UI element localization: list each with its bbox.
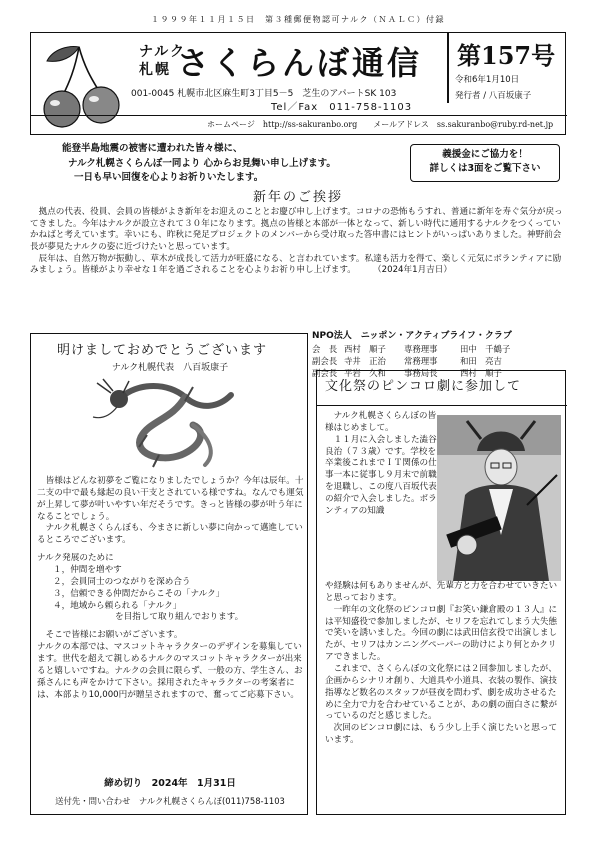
goal-closing: を目指して取り組んでおります。 [115,612,244,623]
officer-name: 和田 亮吉 [460,356,502,366]
greeting-paragraph: 辰年は、自然万物が振動し、草木が成長して活力が旺盛になる、と言われています。私達も活力を得て、楽しく元気にボランティアに励みましょう。皆様がより幸せな１年を過ごされることを心よりお祈り申し上げます。 （2024年1月吉日） [30,253,562,276]
development-goals [37,565,305,612]
officer-name: 田中 千鶴子 [460,344,511,355]
new-year-article [30,333,308,815]
issue-number: 第157号 [457,41,556,70]
header-rule [31,115,567,116]
officer-name: 西村 順子 [460,367,502,378]
goal-item: ３，信頼できる仲間だからこその「ナルク」 [53,588,225,599]
issue-date: 令和6年1月10日 [455,75,520,85]
donation-box [410,144,560,182]
article-paragraph: １１月に入会しました澁谷良治（７３歳）です。学校を卒業後これまでＩＴ関係の仕事一本に従事し９月末で前職を退職し、この度八百坂代表の紹介で入会しました。ボランティアの知識 [325,434,437,516]
festival-article [316,367,566,815]
article-body [37,476,305,701]
article-body-top [325,411,437,518]
officer-role: 専務理事 [404,344,438,355]
tel-fax: Tel／Fax 011-758-1103 [271,102,413,113]
goal-item: ４，地域から頼られる「ナルク」 [53,600,182,611]
article-body-bottom [325,581,561,747]
contact-info: 送付先・問い合わせ ナルク札幌さくらんぼ(011)758-1103 [55,796,285,806]
brand-sapporo: 札幌 [139,62,171,78]
article-title: 文化祭のピンコロ劇に参加して [325,379,522,394]
brand-naruku: ナルク [139,44,187,60]
article-paragraph: 次回のピンコロ劇には、もう少し上手く演じたいと思っています。 [325,723,558,746]
npo-title: NPO法人 ニッポン・アクティブライフ・クラブ [312,331,512,341]
officer-name: 平岩 久和 [344,367,386,378]
newsletter-title: さくらんぼ通信 [177,44,423,82]
web-and-email: ホームページ http://ss-sakuranbo.org メールアドレス ss.sakuranbo@ruby.rd-net.jp [207,120,554,129]
masthead [30,32,566,135]
article-paragraph: ナルク札幌さくらんぼも、今まさに新しい夢に向かって邁進しているところでございます。 [37,523,303,546]
sympathy-message [62,142,402,186]
greeting-paragraph: 拠点の代表、役員、会員の皆様がよき新年をお迎えのこととお慶び申し上げます。コロナの恐怖もうすれ、普通に新年を寿ぐ気分が戻ってきました。今年はナルクが設立されて３０年になります。拠点の皆様と本部が一体となって、新しい時代に通用するナルクをつくっていかねばと考えています。幸いにも、昨秋に発足プロジェクトのメンバーから受け取った答申書にはヒントがいっぱいありました。神野前会長が夢見たナルクの姿に近づけたいと思っています。 [30,207,563,253]
article-paragraph: これまで、さくらんぼの文化祭には２回参加しましたが、企画からシナリオ創り、大道具や小道具、衣装の製作、演技指導など数名のスタッフが昼夜を問わず、劇を成功させるために全力で力を合わせていることが、あの劇の面白さに繋がっているのだと感じました。 [325,664,558,722]
officer-name: 寺井 正治 [344,356,386,366]
goal-item: １，仲間を増やす [53,565,122,576]
officer-name: 西村 順子 [344,344,386,355]
sympathy-line: ナルク札幌さくらんぼ一同より 心からお見舞い申し上げます。 [68,157,336,169]
goal-item: ２，会員同士のつながりを深め合う [53,576,191,587]
top-postal-line: １９９９年１１月１５日 第３種郵便物認可ナルク（ＮＡＬＣ）付録 [151,15,445,24]
development-intro: ナルク発展のために [37,553,114,564]
article-paragraph: ナルクの本部では、マスコットキャラクターのデザインを募集しています。世代を超えて親しめるナルクのマスコットキャラクターが出来ると嬉しいですね。ナルクの会員に限らず、一般の方、学生さん、お孫さんにも声をかけて下さい。採用されたキャラクターの考案者には、本部より10,000円が贈呈されますので、奮ってご応募下さい。 [37,642,303,700]
title-rule [317,405,567,406]
sympathy-line: 能登半島地震の被害に遭われた皆々様に、 [62,143,243,154]
article-paragraph: 皆様はどんな初夢をご覧になりましたでしょうか？今年は辰年。十二支の中で最も縁起の良い干支とされている様ですね。なんでも運気が上昇して夢が叶いやすい年だそうです。きっと皆様の夢が叶う年になることでしょう。 [37,476,304,522]
header-divider [447,33,449,103]
address: 001-0045 札幌市北区麻生町3丁目5－5 芝生のアパートSK 103 [131,89,397,99]
dragon-illustration [89,377,249,473]
officer-row [312,356,572,368]
article-paragraph: ナルク札幌さくらんぼの皆様はじめまして。 [325,411,437,433]
publisher: 発行者 / 八百坂康子 [455,91,532,101]
cherry-illustration [39,39,127,131]
greeting-body [30,207,566,277]
officer-role: 副会長 [312,356,338,366]
officer-role: 常務理事 [404,356,438,366]
greeting-title: 新年のご挨拶 [252,190,343,205]
donation-line: 詳しくは3面をご覧下さい [429,163,541,175]
officer-role: 会 長 [312,344,338,355]
officer-role: 副会長 [312,367,338,378]
sympathy-line: 一日も早い回復を心よりお祈りいたします。 [74,172,264,184]
article-paragraph: 一昨年の文化祭のピンコロ劇『お笑い鎌倉殿の１３人』には平知盛役で参加しましたが、セリフを忘れてしまう大失態で笑いを誘いました。今回の劇には武田信玄役で出演しましたが、セリフはカンニングペーパーの助けにより何とかクリアできました。 [325,604,558,663]
officer-row [312,344,572,356]
officer-role: 事務局長 [404,367,438,378]
article-title: 明けましておめでとうございます [57,343,268,358]
performer-photo [437,415,561,581]
deadline: 締め切り 2024年 1月31日 [104,778,236,789]
donation-line: 義援金にご協力を！ [442,149,528,160]
article-author: ナルク札幌代表 八百坂康子 [111,363,229,373]
article-paragraph: や経験は何もありませんが、先輩方と力を合わせていきたいと思っております。 [325,581,558,603]
article-paragraph: そこで皆様にお願いがございます。 [45,630,183,641]
